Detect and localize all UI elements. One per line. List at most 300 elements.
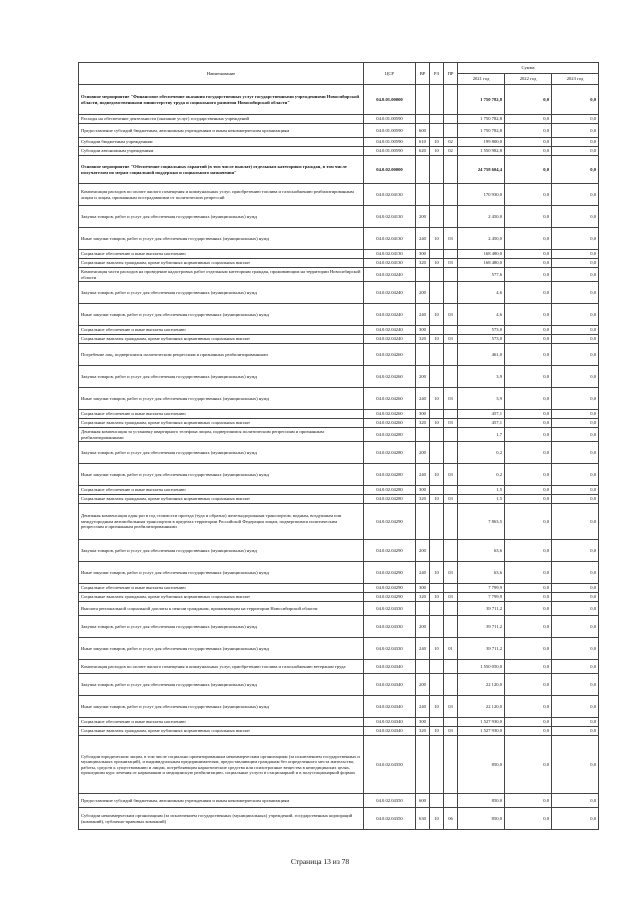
row-sum-2022: 0,0 bbox=[505, 138, 552, 147]
table-row bbox=[79, 344, 599, 366]
table-row bbox=[79, 638, 599, 660]
table-row bbox=[79, 115, 599, 124]
row-sum-2021: 850,0 bbox=[458, 808, 505, 830]
row-rz bbox=[430, 250, 444, 259]
row-sum-2023: 0,0 bbox=[552, 282, 599, 304]
row-sum-2023: 0,0 bbox=[552, 304, 599, 326]
row-sum-2021: 850,0 bbox=[458, 736, 505, 794]
row-name: Закупка товаров, работ и услуг для обеспечения государственных (муниципальных) нужд bbox=[79, 442, 364, 464]
row-sum-2021: 22 120,0 bbox=[458, 674, 505, 696]
budget-table bbox=[78, 62, 599, 830]
row-pr bbox=[444, 250, 458, 259]
row-name: Иные закупки товаров, работ и услуг для обеспечения государственных (муниципальных) нужд bbox=[79, 464, 364, 486]
row-sum-2021: 577,6 bbox=[458, 268, 505, 282]
row-sum-2023: 0,0 bbox=[552, 727, 599, 736]
table-row bbox=[79, 584, 599, 593]
row-sum-2023: 0,0 bbox=[552, 366, 599, 388]
row-name: Основное мероприятие "Финансовое обеспечение оказания государственных услуг государственными учреждениями Новосибирской области, подведомственными министерству труда и социального развития Новосибирской области" bbox=[79, 85, 364, 115]
row-csr: 04.0.01.00590 bbox=[364, 147, 416, 156]
row-rz bbox=[430, 602, 444, 616]
row-vr: 240 bbox=[416, 388, 430, 410]
row-rz bbox=[430, 124, 444, 138]
row-csr: 04.0.02.04240 bbox=[364, 304, 416, 326]
row-rz bbox=[430, 282, 444, 304]
row-vr: 610 bbox=[416, 138, 430, 147]
row-sum-2022: 0,0 bbox=[505, 616, 552, 638]
table-row bbox=[79, 593, 599, 602]
row-rz: 10 bbox=[430, 419, 444, 428]
row-sum-2021: 4,6 bbox=[458, 304, 505, 326]
row-csr: 04.0.02.04130 bbox=[364, 259, 416, 268]
row-name: Основное мероприятие "Обеспечение социальных гарантий (в том числе выплат) отдельным категориям граждан, в том числе получателям по мерам социальной поддержки и социального назначения" bbox=[79, 156, 364, 184]
row-sum-2022: 0,0 bbox=[505, 156, 552, 184]
row-sum-2021: 3,9 bbox=[458, 366, 505, 388]
row-sum-2022: 0,0 bbox=[505, 718, 552, 727]
table-row bbox=[79, 184, 599, 206]
row-sum-2021: 39 711,2 bbox=[458, 638, 505, 660]
row-vr: 600 bbox=[416, 124, 430, 138]
row-sum-2021: 1,7 bbox=[458, 428, 505, 442]
row-pr: 02 bbox=[444, 147, 458, 156]
row-name: Иные закупки товаров, работ и услуг для обеспечения государственных (муниципальных) нужд bbox=[79, 562, 364, 584]
row-sum-2021: 1 550 982,8 bbox=[458, 147, 505, 156]
row-vr: 240 bbox=[416, 304, 430, 326]
row-name: Закупка товаров, работ и услуг для обеспечения государственных (муниципальных) нужд bbox=[79, 674, 364, 696]
row-sum-2022: 0,0 bbox=[505, 335, 552, 344]
row-name: Предоставление субсидий бюджетным, автономным учреждениям и иным некоммерческим организациям bbox=[79, 124, 364, 138]
row-vr bbox=[416, 85, 430, 115]
row-sum-2022: 0,0 bbox=[505, 638, 552, 660]
row-sum-2023: 0,0 bbox=[552, 326, 599, 335]
header-rz: РЗ bbox=[430, 63, 444, 85]
row-sum-2022: 0,0 bbox=[505, 495, 552, 504]
row-pr bbox=[444, 584, 458, 593]
row-vr: 320 bbox=[416, 727, 430, 736]
row-csr: 04.0.02.04340 bbox=[364, 674, 416, 696]
row-pr bbox=[444, 85, 458, 115]
row-sum-2023: 0,0 bbox=[552, 562, 599, 584]
table-row bbox=[79, 562, 599, 584]
row-sum-2022: 0,0 bbox=[505, 602, 552, 616]
row-name: Субсидии автономным учреждениям bbox=[79, 147, 364, 156]
row-sum-2022: 0,0 bbox=[505, 808, 552, 830]
row-sum-2023: 0,0 bbox=[552, 115, 599, 124]
row-sum-2022: 0,0 bbox=[505, 419, 552, 428]
row-rz: 10 bbox=[430, 464, 444, 486]
row-vr: 300 bbox=[416, 718, 430, 727]
table-row bbox=[79, 495, 599, 504]
row-sum-2021: 63,6 bbox=[458, 540, 505, 562]
row-sum-2023: 0,0 bbox=[552, 124, 599, 138]
row-sum-2023: 0,0 bbox=[552, 718, 599, 727]
row-rz bbox=[430, 326, 444, 335]
row-sum-2021: 39 711,2 bbox=[458, 616, 505, 638]
table-row bbox=[79, 228, 599, 250]
row-sum-2022: 0,0 bbox=[505, 124, 552, 138]
row-csr: 04.0.02.04350 bbox=[364, 736, 416, 794]
row-vr bbox=[416, 660, 430, 674]
row-rz: 10 bbox=[430, 259, 444, 268]
row-name: Субсидии юридическим лицам, в том числе социально ориентированным некоммерческим организациям (за исключением государственных и муниципальных организаций), и индивидуальным предпринимателям, предоставляющим гражданам без определенного места жительства, работы, средств к существованию и лицам, потребляющим наркотические средства или психотропные вещества в немедицинских целях, прошедшим курс лечения от наркомании и медицинскую реабилитацию, социальные услуги в стационарной и в полустационарной формах bbox=[79, 736, 364, 794]
row-rz: 10 bbox=[430, 335, 444, 344]
row-rz bbox=[430, 486, 444, 495]
row-csr: 04.0.02.04260 bbox=[364, 388, 416, 410]
row-name: Компенсация расходов по оплате жилого помещения и коммунальных услуг, приобретению топлива и газоснабжению реабилитированным лицам и лицам, признанным пострадавшими от политических репрессий bbox=[79, 184, 364, 206]
row-sum-2021: 457,1 bbox=[458, 410, 505, 419]
table-row bbox=[79, 808, 599, 830]
row-vr: 300 bbox=[416, 584, 430, 593]
row-pr: 03 bbox=[444, 304, 458, 326]
row-csr: 04.0.02.04260 bbox=[364, 366, 416, 388]
table-header bbox=[79, 63, 599, 85]
table-body bbox=[79, 85, 599, 830]
row-rz: 10 bbox=[430, 388, 444, 410]
table-row bbox=[79, 259, 599, 268]
row-vr bbox=[416, 115, 430, 124]
row-sum-2022: 0,0 bbox=[505, 736, 552, 794]
row-sum-2021: 24 758 604,4 bbox=[458, 156, 505, 184]
row-sum-2023: 0,0 bbox=[552, 428, 599, 442]
row-sum-2023: 0,0 bbox=[552, 464, 599, 486]
row-sum-2021: 1,5 bbox=[458, 486, 505, 495]
row-name: Социальное обеспечение и иные выплаты населению bbox=[79, 486, 364, 495]
row-pr: 03 bbox=[444, 593, 458, 602]
row-vr: 300 bbox=[416, 250, 430, 259]
row-sum-2021: 573,0 bbox=[458, 326, 505, 335]
row-pr bbox=[444, 268, 458, 282]
row-pr: 03 bbox=[444, 464, 458, 486]
row-vr: 200 bbox=[416, 206, 430, 228]
row-rz: 10 bbox=[430, 638, 444, 660]
row-pr bbox=[444, 442, 458, 464]
row-name: Социальное обеспечение и иные выплаты населению bbox=[79, 584, 364, 593]
row-rz: 10 bbox=[430, 138, 444, 147]
row-vr: 300 bbox=[416, 326, 430, 335]
row-sum-2023: 0,0 bbox=[552, 410, 599, 419]
row-csr: 04.0.02.04130 bbox=[364, 250, 416, 259]
row-name: Социальные выплаты гражданам, кроме публичных нормативных социальных выплат bbox=[79, 335, 364, 344]
row-rz bbox=[430, 660, 444, 674]
header-name: Наименование bbox=[79, 63, 364, 85]
row-vr bbox=[416, 428, 430, 442]
table-row bbox=[79, 304, 599, 326]
header-pr: ПР bbox=[444, 63, 458, 85]
row-sum-2022: 0,0 bbox=[505, 115, 552, 124]
table-row bbox=[79, 660, 599, 674]
row-sum-2022: 0,0 bbox=[505, 184, 552, 206]
row-name: Субсидии некоммерческим организациям (за исключением государственных (муниципальных) учреждений, государственных корпораций (компаний), публично-правовых компаний) bbox=[79, 808, 364, 830]
row-vr: 620 bbox=[416, 147, 430, 156]
table-row bbox=[79, 419, 599, 428]
row-pr bbox=[444, 794, 458, 808]
row-sum-2022: 0,0 bbox=[505, 304, 552, 326]
table-row bbox=[79, 138, 599, 147]
row-sum-2021: 3,9 bbox=[458, 388, 505, 410]
row-sum-2021: 850,0 bbox=[458, 794, 505, 808]
row-vr: 200 bbox=[416, 366, 430, 388]
row-pr bbox=[444, 602, 458, 616]
row-sum-2023: 0,0 bbox=[552, 593, 599, 602]
table-row bbox=[79, 464, 599, 486]
row-sum-2021: 168 480,0 bbox=[458, 259, 505, 268]
table-row bbox=[79, 504, 599, 540]
row-pr: 01 bbox=[444, 638, 458, 660]
row-pr bbox=[444, 344, 458, 366]
row-sum-2021: 7 863,5 bbox=[458, 504, 505, 540]
row-pr bbox=[444, 326, 458, 335]
row-csr: 04.0.01.00590 bbox=[364, 115, 416, 124]
row-sum-2023: 0,0 bbox=[552, 147, 599, 156]
row-vr: 320 bbox=[416, 335, 430, 344]
row-sum-2023: 0,0 bbox=[552, 206, 599, 228]
row-name: Выплата региональной социальной доплаты к пенсии гражданам, проживающим на территории Новосибирской области bbox=[79, 602, 364, 616]
row-sum-2023: 0,0 bbox=[552, 442, 599, 464]
row-rz: 10 bbox=[430, 593, 444, 602]
row-sum-2023: 0,0 bbox=[552, 660, 599, 674]
row-sum-2021: 168 480,0 bbox=[458, 250, 505, 259]
row-rz bbox=[430, 584, 444, 593]
row-rz bbox=[430, 428, 444, 442]
row-rz bbox=[430, 504, 444, 540]
row-csr: 04.0.02.04260 bbox=[364, 419, 416, 428]
row-rz: 10 bbox=[430, 495, 444, 504]
row-sum-2022: 0,0 bbox=[505, 250, 552, 259]
header-year-2023: 2023 год bbox=[552, 74, 599, 85]
row-pr: 03 bbox=[444, 562, 458, 584]
header-year-2021: 2021 год bbox=[458, 74, 505, 85]
row-sum-2023: 0,0 bbox=[552, 388, 599, 410]
row-sum-2022: 0,0 bbox=[505, 442, 552, 464]
row-sum-2022: 0,0 bbox=[505, 486, 552, 495]
row-name: Закупка товаров, работ и услуг для обеспечения государственных (муниципальных) нужд bbox=[79, 366, 364, 388]
row-sum-2021: 22 120,0 bbox=[458, 696, 505, 718]
row-name: Погребение лиц, подвергшихся политическим репрессиям и признанных реабилитированными bbox=[79, 344, 364, 366]
row-vr bbox=[416, 602, 430, 616]
table-row bbox=[79, 366, 599, 388]
row-csr: 04.0.02.04240 bbox=[364, 335, 416, 344]
row-sum-2023: 0,0 bbox=[552, 486, 599, 495]
row-csr: 04.0.02.04240 bbox=[364, 268, 416, 282]
row-sum-2022: 0,0 bbox=[505, 344, 552, 366]
row-name: Социальное обеспечение и иные выплаты населению bbox=[79, 250, 364, 259]
table-row bbox=[79, 696, 599, 718]
row-name: Социальные выплаты гражданам, кроме публичных нормативных социальных выплат bbox=[79, 727, 364, 736]
row-pr bbox=[444, 736, 458, 794]
row-sum-2023: 0,0 bbox=[552, 250, 599, 259]
row-name: Денежная компенсация за установку квартирного телефона лицам, подвергшимся политическим репрессиям и признанным реабилитированными bbox=[79, 428, 364, 442]
row-csr: 04.0.02.04340 bbox=[364, 696, 416, 718]
row-rz bbox=[430, 184, 444, 206]
row-rz: 10 bbox=[430, 228, 444, 250]
row-csr: 04.0.02.04280 bbox=[364, 486, 416, 495]
row-vr: 200 bbox=[416, 674, 430, 696]
row-name: Предоставление субсидий бюджетным, автономным учреждениям и иным некоммерческим организациям bbox=[79, 794, 364, 808]
table-row bbox=[79, 147, 599, 156]
row-csr: 04.0.02.04340 bbox=[364, 660, 416, 674]
row-rz bbox=[430, 442, 444, 464]
row-csr: 04.0.01.00590 bbox=[364, 124, 416, 138]
table-row bbox=[79, 442, 599, 464]
row-sum-2022: 0,0 bbox=[505, 268, 552, 282]
table-row bbox=[79, 388, 599, 410]
row-rz bbox=[430, 268, 444, 282]
row-csr: 04.0.02.04350 bbox=[364, 808, 416, 830]
row-rz: 10 bbox=[430, 304, 444, 326]
row-sum-2022: 0,0 bbox=[505, 85, 552, 115]
row-sum-2022: 0,0 bbox=[505, 593, 552, 602]
row-name: Закупка товаров, работ и услуг для обеспечения государственных (муниципальных) нужд bbox=[79, 282, 364, 304]
row-sum-2023: 0,0 bbox=[552, 674, 599, 696]
row-sum-2021: 457,1 bbox=[458, 419, 505, 428]
row-sum-2022: 0,0 bbox=[505, 410, 552, 419]
table-row bbox=[79, 736, 599, 794]
row-sum-2023: 0,0 bbox=[552, 584, 599, 593]
row-sum-2021: 1 750 782,8 bbox=[458, 85, 505, 115]
row-rz bbox=[430, 344, 444, 366]
row-sum-2021: 1 527 930,0 bbox=[458, 718, 505, 727]
row-sum-2023: 0,0 bbox=[552, 335, 599, 344]
row-sum-2021: 39 711,2 bbox=[458, 602, 505, 616]
header-sum: Сумма bbox=[458, 63, 599, 74]
row-sum-2022: 0,0 bbox=[505, 584, 552, 593]
row-vr: 200 bbox=[416, 442, 430, 464]
row-sum-2021: 461,0 bbox=[458, 344, 505, 366]
row-rz: 10 bbox=[430, 696, 444, 718]
row-csr: 04.0.02.04130 bbox=[364, 184, 416, 206]
row-csr: 04.0.02.04280 bbox=[364, 495, 416, 504]
row-sum-2021: 0,2 bbox=[458, 442, 505, 464]
row-name: Иные закупки товаров, работ и услуг для обеспечения государственных (муниципальных) нужд bbox=[79, 304, 364, 326]
row-sum-2021: 1 750 782,8 bbox=[458, 124, 505, 138]
row-pr bbox=[444, 504, 458, 540]
row-pr bbox=[444, 115, 458, 124]
row-vr: 240 bbox=[416, 638, 430, 660]
table-row bbox=[79, 156, 599, 184]
row-pr: 03 bbox=[444, 259, 458, 268]
row-vr: 630 bbox=[416, 808, 430, 830]
row-rz: 10 bbox=[430, 808, 444, 830]
row-sum-2023: 0,0 bbox=[552, 495, 599, 504]
row-sum-2023: 0,0 bbox=[552, 736, 599, 794]
row-vr bbox=[416, 344, 430, 366]
row-sum-2022: 0,0 bbox=[505, 696, 552, 718]
row-sum-2023: 0,0 bbox=[552, 85, 599, 115]
row-pr bbox=[444, 718, 458, 727]
row-sum-2023: 0,0 bbox=[552, 184, 599, 206]
row-pr bbox=[444, 124, 458, 138]
row-name: Социальные выплаты гражданам, кроме публичных нормативных социальных выплат bbox=[79, 593, 364, 602]
table-row bbox=[79, 206, 599, 228]
header-year-2022: 2022 год bbox=[505, 74, 552, 85]
page-number: Страница 13 из 78 bbox=[290, 857, 350, 866]
row-rz bbox=[430, 616, 444, 638]
row-pr: 03 bbox=[444, 228, 458, 250]
row-name: Социальное обеспечение и иные выплаты населению bbox=[79, 410, 364, 419]
table-row bbox=[79, 124, 599, 138]
row-name: Расходы на обеспечение деятельности (оказание услуг) государственных учреждений bbox=[79, 115, 364, 124]
row-name: Субсидии бюджетным учреждениям bbox=[79, 138, 364, 147]
row-name: Социальные выплаты гражданам, кроме публичных нормативных социальных выплат bbox=[79, 419, 364, 428]
row-csr: 04.0.02.04330 bbox=[364, 616, 416, 638]
row-rz bbox=[430, 794, 444, 808]
row-vr: 300 bbox=[416, 486, 430, 495]
row-sum-2022: 0,0 bbox=[505, 794, 552, 808]
row-pr bbox=[444, 540, 458, 562]
table-row bbox=[79, 602, 599, 616]
row-name: Иные закупки товаров, работ и услуг для обеспечения государственных (муниципальных) нужд bbox=[79, 228, 364, 250]
row-vr: 240 bbox=[416, 464, 430, 486]
row-sum-2022: 0,0 bbox=[505, 428, 552, 442]
row-sum-2022: 0,0 bbox=[505, 228, 552, 250]
row-rz bbox=[430, 156, 444, 184]
row-name: Социальные выплаты гражданам, кроме публичных нормативных социальных выплат bbox=[79, 259, 364, 268]
row-sum-2022: 0,0 bbox=[505, 727, 552, 736]
row-sum-2023: 0,0 bbox=[552, 602, 599, 616]
table-row bbox=[79, 428, 599, 442]
row-name: Денежная компенсация один раз в год стоимости проезда (туда и обратно) железнодорожным транспортом, водным, воздушным или междугородным автомобильным транспортом в пределах территории Российской Федерации лицам, подвергшимся политическим репрессиям и признанным реабилитированными bbox=[79, 504, 364, 540]
row-rz: 10 bbox=[430, 727, 444, 736]
row-csr: 04.0.02.04340 bbox=[364, 727, 416, 736]
table-row bbox=[79, 794, 599, 808]
row-pr bbox=[444, 156, 458, 184]
header-csr: ЦСР bbox=[364, 63, 416, 85]
table-row bbox=[79, 616, 599, 638]
row-csr: 04.0.02.04280 bbox=[364, 428, 416, 442]
row-pr bbox=[444, 428, 458, 442]
row-rz bbox=[430, 674, 444, 696]
row-sum-2021: 1,5 bbox=[458, 495, 505, 504]
table-row bbox=[79, 674, 599, 696]
row-pr: 03 bbox=[444, 335, 458, 344]
row-name: Закупка товаров, работ и услуг для обеспечения государственных (муниципальных) нужд bbox=[79, 206, 364, 228]
row-csr: 04.0.02.04340 bbox=[364, 718, 416, 727]
row-sum-2023: 0,0 bbox=[552, 344, 599, 366]
row-vr bbox=[416, 736, 430, 794]
row-csr: 04.0.02.04280 bbox=[364, 464, 416, 486]
row-sum-2023: 0,0 bbox=[552, 156, 599, 184]
row-sum-2023: 0,0 bbox=[552, 808, 599, 830]
row-name: Компенсация части расходов на проведение кадастровых работ отдельным категориям граждан, проживающим на территории Новосибирской области bbox=[79, 268, 364, 282]
row-sum-2021: 7 799,9 bbox=[458, 593, 505, 602]
row-pr bbox=[444, 486, 458, 495]
row-name: Социальное обеспечение и иные выплаты населению bbox=[79, 718, 364, 727]
row-rz bbox=[430, 718, 444, 727]
table-row bbox=[79, 85, 599, 115]
row-csr: 04.0.02.04240 bbox=[364, 326, 416, 335]
row-pr: 03 bbox=[444, 727, 458, 736]
row-sum-2021: 1 550 050,0 bbox=[458, 660, 505, 674]
row-vr: 200 bbox=[416, 616, 430, 638]
row-csr: 04.0.01.00590 bbox=[364, 138, 416, 147]
row-csr: 04.0.02.04260 bbox=[364, 344, 416, 366]
row-vr: 240 bbox=[416, 696, 430, 718]
row-pr bbox=[444, 616, 458, 638]
row-name: Иные закупки товаров, работ и услуг для обеспечения государственных (муниципальных) нужд bbox=[79, 696, 364, 718]
row-vr: 240 bbox=[416, 228, 430, 250]
row-csr: 04.0.02.04290 bbox=[364, 540, 416, 562]
row-sum-2021: 7 799,9 bbox=[458, 584, 505, 593]
row-vr: 320 bbox=[416, 593, 430, 602]
row-csr: 04.0.02.04350 bbox=[364, 794, 416, 808]
table-row bbox=[79, 250, 599, 259]
row-csr: 04.0.02.04240 bbox=[364, 282, 416, 304]
row-pr: 02 bbox=[444, 138, 458, 147]
row-csr: 04.0.02.04330 bbox=[364, 602, 416, 616]
row-name: Иные закупки товаров, работ и услуг для обеспечения государственных (муниципальных) нужд bbox=[79, 388, 364, 410]
row-pr: 03 bbox=[444, 696, 458, 718]
row-name: Иные закупки товаров, работ и услуг для обеспечения государственных (муниципальных) нужд bbox=[79, 638, 364, 660]
row-vr: 320 bbox=[416, 259, 430, 268]
